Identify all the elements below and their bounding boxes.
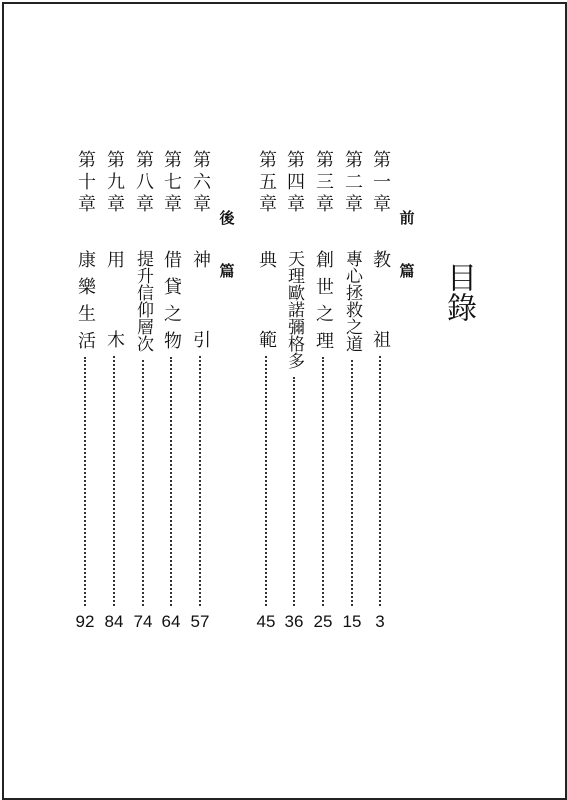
- chapter-number: 第三章: [313, 150, 334, 216]
- chapter-title: 用木: [104, 250, 125, 410]
- section-back: [216, 210, 236, 316]
- toc-title-text: 目錄: [441, 262, 476, 322]
- chapter-number: 第四章: [284, 150, 305, 216]
- leader-dots: [131, 360, 155, 606]
- toc-title: [438, 262, 478, 322]
- chapter-number: 第八章: [133, 150, 154, 216]
- chapter-title: 提升信仰層次: [133, 250, 153, 352]
- chapter-number: 第十章: [75, 150, 96, 216]
- section-front: [396, 210, 416, 316]
- page-number[interactable]: 45: [256, 612, 276, 631]
- leader-dots: [311, 357, 335, 606]
- page-number[interactable]: 36: [284, 612, 304, 631]
- chapter-title: 創世之理: [313, 250, 334, 358]
- chapter-number: 第二章: [342, 150, 363, 216]
- chapter-number: 第一章: [370, 150, 391, 216]
- page-number[interactable]: 84: [104, 612, 124, 631]
- chapter-title: 康樂生活: [75, 250, 96, 358]
- chapter-title: 典範: [256, 250, 277, 410]
- chapter-number: 第九章: [104, 150, 125, 216]
- leader-dots: [102, 356, 126, 606]
- section-back-label: 後篇: [217, 210, 236, 316]
- chapter-title: 專心拯救之道: [342, 250, 362, 352]
- leader-dots: [282, 377, 306, 606]
- leader-dots: [368, 356, 392, 606]
- chapter-title: 借貸之物: [161, 250, 182, 358]
- page-number[interactable]: 15: [342, 612, 362, 631]
- page-number[interactable]: 57: [190, 612, 210, 631]
- page-number[interactable]: 74: [133, 612, 153, 631]
- section-front-label: 前篇: [397, 210, 416, 316]
- leader-dots: [159, 357, 183, 606]
- leader-dots: [73, 357, 97, 606]
- page-number[interactable]: 64: [161, 612, 181, 631]
- chapter-title: 天理歐諾彌格多: [284, 250, 304, 369]
- page-number[interactable]: 3: [375, 612, 385, 631]
- leader-dots: [188, 356, 212, 606]
- chapter-number: 第五章: [256, 150, 277, 216]
- leader-dots: [254, 356, 278, 606]
- page-number[interactable]: 25: [313, 612, 333, 631]
- page-number[interactable]: 92: [75, 612, 95, 631]
- leader-dots: [340, 360, 364, 606]
- chapter-title: 神引: [190, 250, 211, 410]
- chapter-title: 教祖: [370, 250, 391, 410]
- chapter-number: 第六章: [190, 150, 211, 216]
- chapter-number: 第七章: [161, 150, 182, 216]
